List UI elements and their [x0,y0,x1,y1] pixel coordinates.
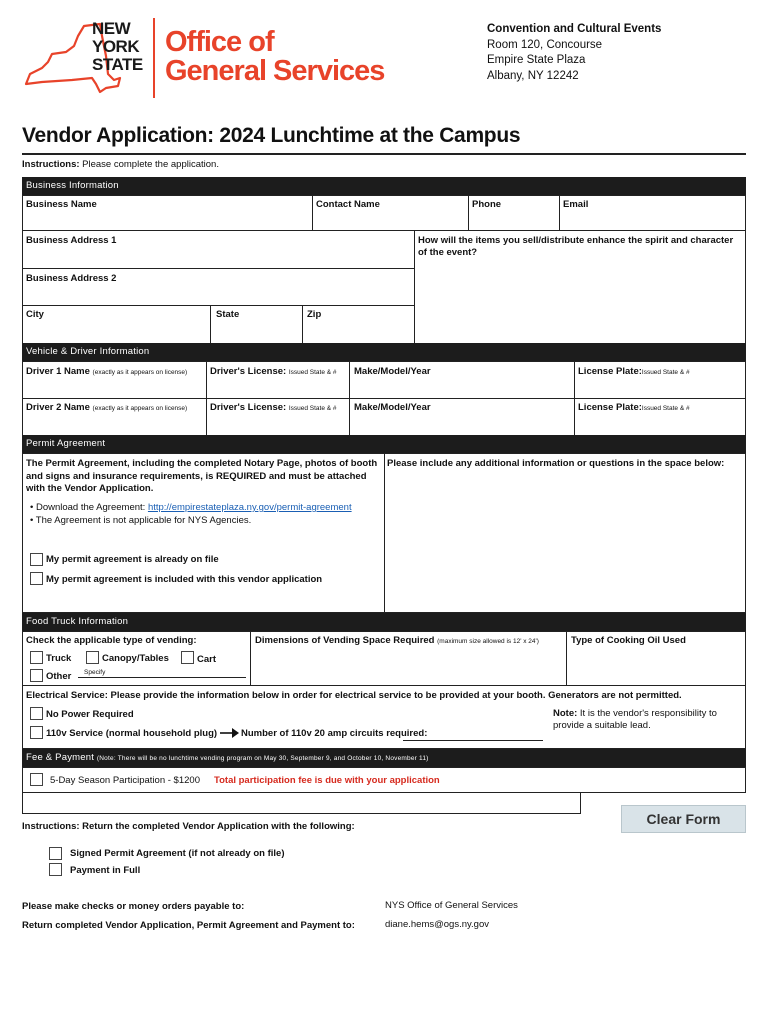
truck-label: Truck [46,653,72,664]
clear-form-button[interactable]: Clear Form [621,805,746,833]
arrow-right-icon [220,727,240,739]
vehicle-section-header: Vehicle & Driver Information [22,343,746,361]
cart-checkbox[interactable] [181,651,194,664]
driver1-name-label: Driver 1 Name (exactly as it appears on license) [26,366,188,377]
address-dept: Convention and Cultural Events [487,23,662,35]
signed-permit-checkbox[interactable] [49,847,62,860]
additional-info-field[interactable] [384,453,746,613]
driver2-license-label: Driver's License: Issued State & # [210,402,337,413]
title-rule [22,153,746,155]
permit-included-label: My permit agreement is included with this vendor application [46,574,323,585]
canopy-label: Canopy/Tables [102,653,169,664]
instructions-text: Please complete the application. [82,159,219,170]
page-title: Vendor Application: 2024 Lunchtime at the Campus [22,124,521,147]
driver2-plate-label: License Plate:Issued State & # [578,402,690,413]
permit-agreement-link[interactable]: http://empirestateplaza.ny.gov/permit-agreement [147,502,352,513]
payable-value: NYS Office of General Services [385,900,518,911]
permit-download-item: • Download the Agreement: http://empirestateplaza.ny.gov/permit-agreement [30,502,352,513]
driver2-vehicle-label: Make/Model/Year [354,402,431,413]
phone-label: Phone [472,199,502,210]
other-specify-field[interactable] [78,677,246,678]
driver1-license-label: Driver's License: Issued State & # [210,366,337,377]
signed-permit-label: Signed Permit Agreement (if not already on file) [70,848,285,859]
logo-state: STATE [92,55,143,74]
additional-info-label: Please include any additional information or questions in the space below: [387,458,725,469]
nys-logo [22,18,392,100]
return-label: Return completed Vendor Application, Permit Agreement and Payment to: [22,920,355,931]
canopy-checkbox[interactable] [86,651,99,664]
address-line: Room 120, Concourse [487,38,603,51]
email-label: Email [563,199,589,210]
logo-office-of: Office of [165,26,274,58]
circuits-label: Number of 110v 20 amp circuits required: [241,728,428,739]
payment-details-field[interactable] [22,792,581,814]
return-instructions: Instructions: Return the completed Vendor Application with the following: [22,821,355,832]
permit-included-checkbox[interactable] [30,572,43,585]
logo-new: NEW [92,19,131,38]
specify-label: Specify [84,669,106,676]
city-label: City [26,309,44,320]
business-address1-label: Business Address 1 [26,235,117,246]
payable-label: Please make checks or money orders payable to: [22,901,245,912]
electrical-note: Note: It is the vendor's responsibility to provide a suitable lead. [553,708,717,731]
payment-full-label: Payment in Full [70,865,141,876]
fee-section-header: Fee & Payment (Note: There will be no lunchtime vending program on May 30, September 9, and October 10, November 11) [22,749,746,767]
instructions-line [22,159,219,170]
permit-on-file-label: My permit agreement is already on file [46,554,219,565]
driver1-vehicle-label: Make/Model/Year [354,366,431,377]
return-email[interactable]: diane.hems@ogs.ny.gov [385,919,489,930]
state-label: State [216,309,240,320]
driver2-name-label: Driver 2 Name (exactly as it appears on license) [26,402,188,413]
other-label: Other [46,671,72,682]
vending-type-label: Check the applicable type of vending: [26,635,197,646]
fee-due-notice: Total participation fee is due with your application [214,775,440,786]
logo-divider [153,18,155,98]
no-power-checkbox[interactable] [30,707,43,720]
electrical-label: Electrical Service: Please provide the information below in order for electrical service to be provided at your booth. Generators are not permitted. [26,690,682,701]
circuits-field[interactable] [403,740,543,741]
cooking-oil-label: Type of Cooking Oil Used [571,635,686,646]
zip-label: Zip [307,309,322,320]
season-checkbox[interactable] [30,773,43,786]
address-block [487,22,661,84]
permit-description: The Permit Agreement, including the completed Notary Page, photos of booth and signs and insurance requirements, is REQUIRED and must be attached with the Vendor Application. [26,458,378,494]
dimensions-label: Dimensions of Vending Space Required (maximum size allowed is 12' x 24') [255,635,539,646]
business-address2-label: Business Address 2 [26,273,117,284]
permit-not-applicable-item: • The Agreement is not applicable for NYS Agencies. [30,515,252,526]
instructions-label: Instructions: [22,159,80,170]
spirit-character-label: How will the items you sell/distribute enhance the spirit and character of the event? [418,235,734,258]
business-name-label: Business Name [26,199,97,210]
truck-checkbox[interactable] [30,651,43,664]
logo-york: YORK [92,37,140,56]
payment-full-checkbox[interactable] [49,863,62,876]
driver1-plate-label: License Plate:Issued State & # [578,366,690,377]
address-line: Albany, NY 12242 [487,69,579,82]
power-110-label: 110v Service (normal household plug) [46,728,218,739]
power-110-checkbox[interactable] [30,726,43,739]
contact-name-label: Contact Name [316,199,380,210]
business-section-header: Business Information [22,177,746,195]
logo-general-services: General Services [165,55,385,87]
address-line: Empire State Plaza [487,54,586,66]
food-section-header: Food Truck Information [22,613,746,631]
other-checkbox[interactable] [30,669,43,682]
season-label: 5-Day Season Participation - $1200 [50,775,200,786]
permit-section-header: Permit Agreement [22,435,746,453]
no-power-label: No Power Required [46,709,134,720]
permit-on-file-checkbox[interactable] [30,553,43,566]
city-field[interactable] [22,305,211,344]
cart-label: Cart [197,654,217,665]
